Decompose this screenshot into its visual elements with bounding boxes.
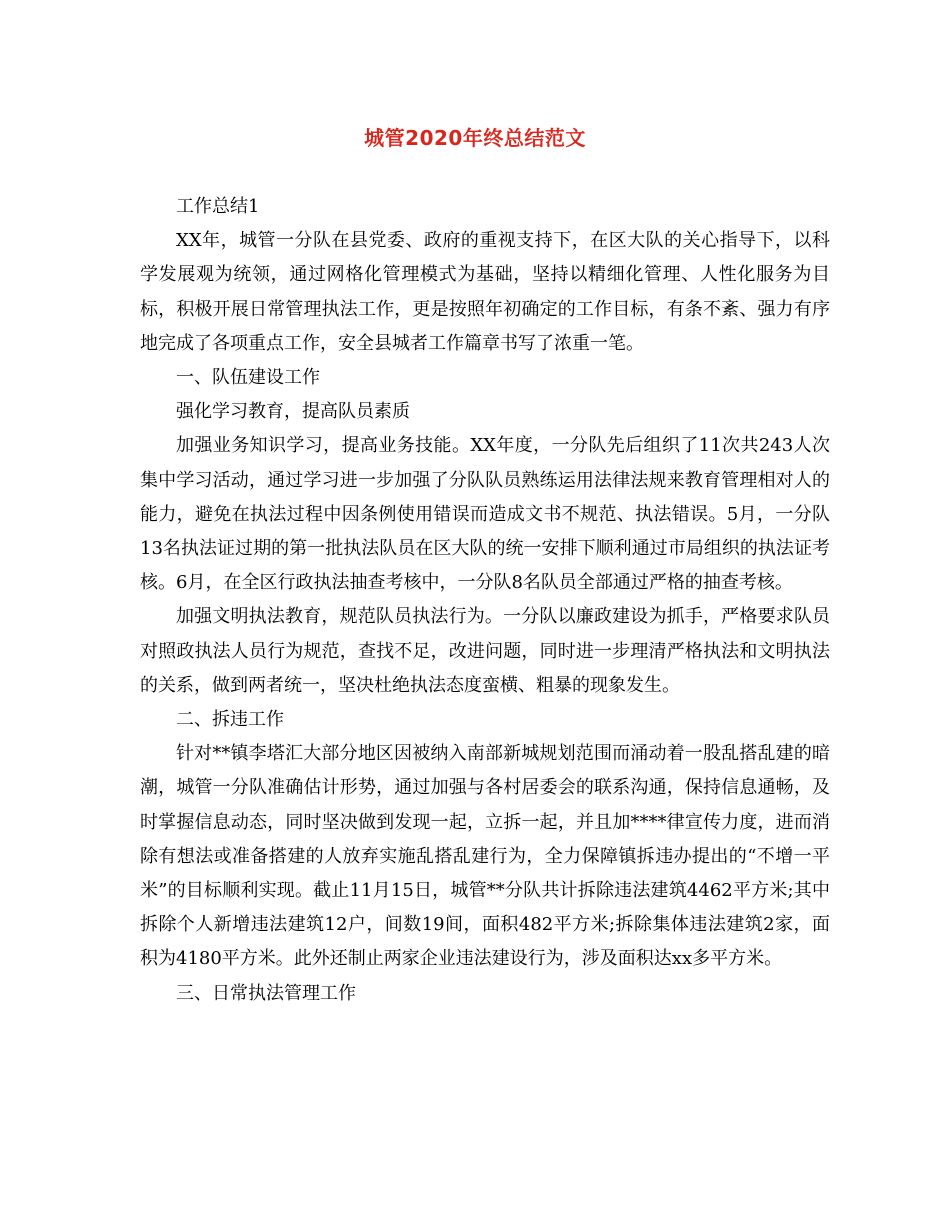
paragraph-business-study: 加强业务知识学习，提高业务技能。XX年度，一分队先后组织了11次共243人次集中学习活动，通过学习进一步加强了分队队员熟练运用法律法规来教育管理相对人的能力，避免在执法过程中因条例使用错误而造成文书不规范、执法错误。5月，一分队13名执法证过期的第一批执法队员在区大队的统一安排下顺利通过市局组织的执法证考核。6月，在全区行政执法抽查考核中，一分队8名队员全部通过严格的抽查考核。 — [140, 435, 830, 594]
section-heading-team-building: 一、队伍建设工作 — [176, 367, 320, 389]
section-heading-daily-enforcement: 三、日常执法管理工作 — [176, 982, 356, 1004]
paragraph-civilized-enforcement: 加强文明执法教育，规范队员执法行为。一分队以廉政建设为抓手，严格要求队员对照政执法人员行为规范，查找不足，改进问题，同时进一步理清严格执法和文明执法的关系，做到两者统一，坚决杜绝执法态度蛮横、粗暴的现象发生。 — [140, 606, 830, 696]
paragraph-intro: XX年，城管一分队在县党委、政府的重视支持下，在区大队的关心指导下，以科学发展观为统领，通过网格化管理模式为基础，坚持以精细化管理、人性化服务为目标，积极开展日常管理执法工作，更是按照年初确定的工作目标，有条不紊、强力有序地完成了各项重点工作，安全县城者工作篇章书写了浓重一笔。 — [140, 230, 830, 354]
document-body — [140, 190, 830, 1011]
section-heading-demolition: 二、拆违工作 — [176, 709, 284, 731]
paragraph-summary-label: 工作总结1 — [176, 196, 260, 217]
paragraph-demolition: 针对**镇李塔汇大部分地区因被纳入南部新城规划范围而涌动着一股乱搭乱建的暗潮，城管一分队准确估计形势，通过加强与各村居委会的联系沟通，保持信息通畅，及时掌握信息动态，同时坚决做到发现一起，立拆一起，并且加****律宣传力度，进而消除有想法或准备搭建的人放弃实施乱搭乱建行为，全力保障镇拆违办提出的“不增一平米”的目标顺利实现。截止11月15日，城管**分队共计拆除违法建筑4462平方米;其中拆除个人新增违法建筑12户，间数19间，面积482平方米;拆除集体违法建筑2家，面积为4180平方米。此外还制止两家企业违法建设行为，涉及面积达xx多平方米。 — [140, 743, 830, 970]
document-title: 城管2020年终总结范文 — [364, 126, 586, 150]
subheading-strengthen-study: 强化学习教育，提高队员素质 — [176, 401, 410, 423]
